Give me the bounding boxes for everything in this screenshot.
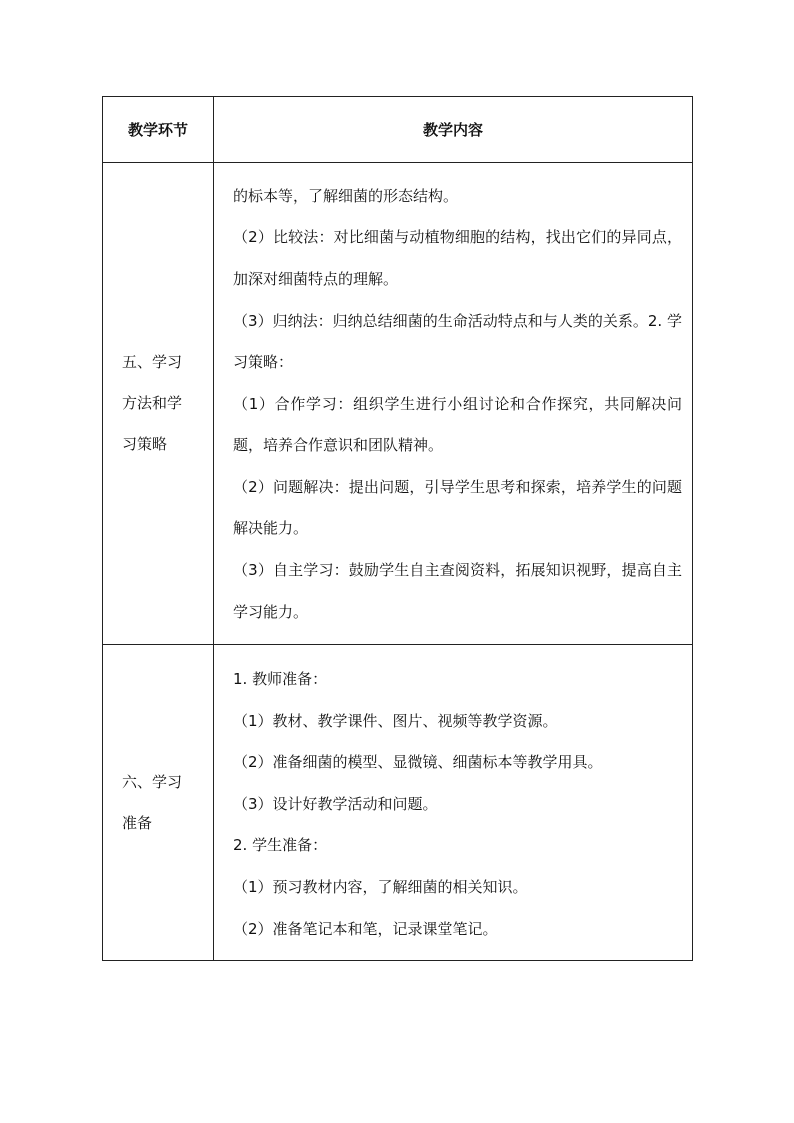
stage-label-line: 六、学习: [122, 772, 183, 791]
table-row: [103, 645, 693, 961]
content-paragraph: （1）教材、教学课件、图片、视频等教学资源。: [233, 711, 558, 730]
stage-label-learning-methods: [103, 163, 214, 645]
table-header-row: [103, 97, 693, 163]
header-teaching-content: 教学内容: [214, 97, 693, 163]
content-learning-preparation: [214, 645, 693, 961]
content-paragraph: （2）问题解决：提出问题，引导学生思考和探索，培养学生的问题解决能力。: [233, 477, 682, 538]
content-paragraph: 1. 教师准备：: [233, 670, 328, 688]
content-paragraph: （3）设计好教学活动和问题。: [233, 794, 438, 813]
table-row: [103, 163, 693, 645]
content-paragraph: （2）准备细菌的模型、显微镜、细菌标本等教学用具。: [233, 753, 603, 772]
content-paragraph: （2）比较法：对比细菌与动植物细胞的结构，找出它们的异同点，加深对细菌特点的理解。: [233, 228, 682, 288]
content-paragraph: 2. 学生准备：: [233, 836, 328, 855]
content-paragraph: （3）自主学习：鼓励学生自主查阅资料，拓展知识视野，提高自主学习能力。: [233, 561, 682, 621]
content-learning-methods: [214, 163, 693, 645]
content-paragraph: （1）预习教材内容，了解细菌的相关知识。: [233, 877, 528, 896]
content-paragraph: （1）合作学习：组织学生进行小组讨论和合作探究，共同解决问题，培养合作意识和团队精神。: [233, 394, 682, 455]
stage-label-learning-preparation: [103, 645, 214, 961]
content-paragraph: （3）归纳法：归纳总结细菌的生命活动特点和与人类的关系。2. 学习策略：: [233, 311, 682, 372]
lesson-plan-table: [102, 96, 693, 961]
content-paragraph: 的标本等，了解细菌的形态结构。: [233, 186, 459, 205]
header-teaching-stage: 教学环节: [103, 97, 214, 163]
stage-label-line: 习策略: [122, 435, 168, 453]
stage-label-line: 准备: [122, 813, 153, 832]
stage-label-line: 方法和学: [122, 394, 183, 412]
content-paragraph: （2）准备笔记本和笔，记录课堂笔记。: [233, 919, 498, 938]
stage-label-line: 五、学习: [122, 353, 183, 371]
